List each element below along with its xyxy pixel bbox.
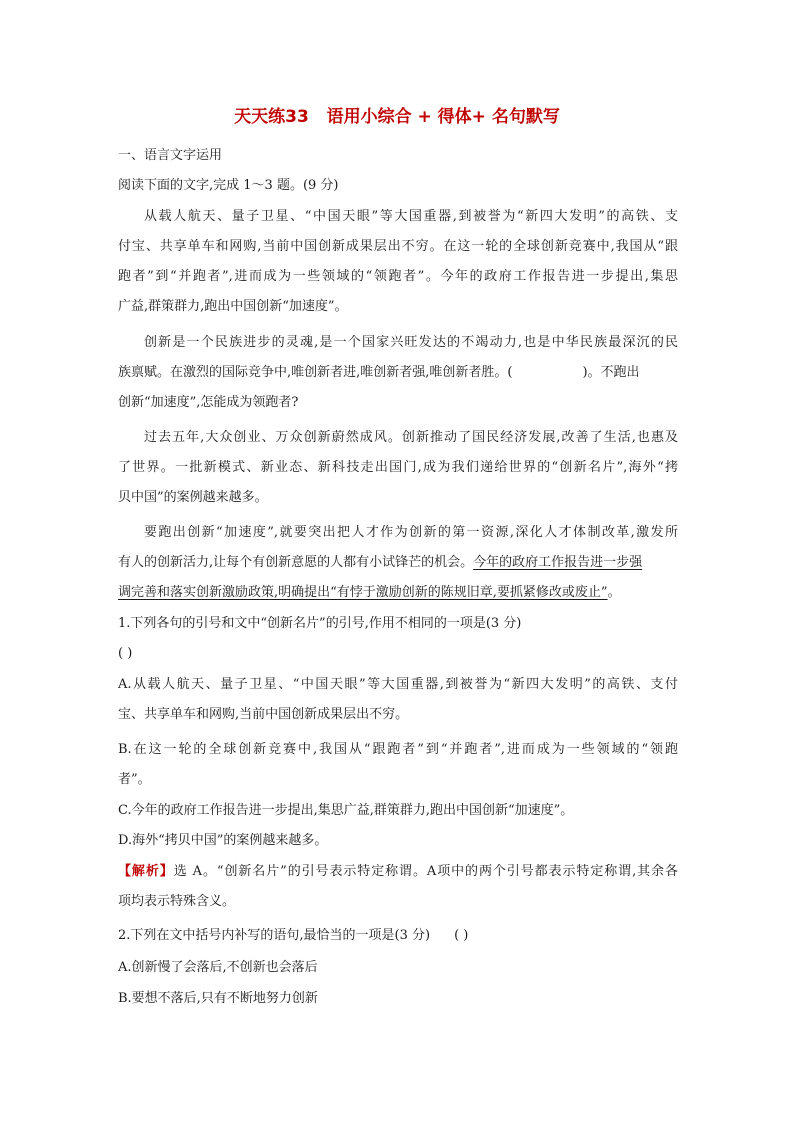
p4-line-2-text: 有人的创新活力,让每个有创新意愿的人都有小试锋芒的机会。 bbox=[118, 555, 474, 570]
q1-option-b-line-2: 者”。 bbox=[118, 772, 151, 787]
q1-answer-blank: ( ) bbox=[118, 646, 133, 661]
q2-answer-blank: ( ) bbox=[454, 928, 469, 943]
q1-analysis-line-1 bbox=[118, 862, 678, 882]
p1-line-4: 广益,群策群力,跑出中国创新“加速度”。 bbox=[118, 299, 348, 314]
instructions: 阅读下面的文字,完成 1～3 题。(9 分) bbox=[118, 178, 339, 193]
p3-line-1: 过去五年,大众创业、万众创新蔚然成风。创新推动了国民经济发展,改善了生活,也惠及 bbox=[144, 430, 678, 445]
q1-option-b-line-1: B.在这一轮的全球创新竞赛中,我国从“跟跑者”到“并跑者”,进而成为一些领域的“领跑 bbox=[118, 742, 678, 757]
p4-line-2 bbox=[118, 553, 678, 573]
p3-line-3: 贝中国”的案例越来越多。 bbox=[118, 490, 268, 505]
q2-option-a: A.创新慢了会落后,不创新也会落后 bbox=[118, 960, 318, 975]
p1-line-3: 跑者”到“并跑者”,进而成为一些领域的“领跑者”。今年的政府工作报告进一步提出,集思 bbox=[118, 269, 678, 284]
p1-line-2: 付宝、共享单车和网购,当前中国创新成果层出不穷。在这一轮的全球创新竞赛中,我国从“跟 bbox=[118, 239, 678, 254]
q1-analysis-line-2: 项均表示特殊含义。 bbox=[118, 894, 236, 909]
q1-option-c: C.今年的政府工作报告进一步提出,集思广益,群策群力,跑出中国创新“加速度”。 bbox=[118, 803, 574, 818]
title-sub: 语用小综合 + 得体+ 名句默写 bbox=[326, 107, 560, 127]
p1-line-1: 从载人航天、量子卫星、“中国天眼”等大国重器,到被誉为“新四大发明”的高铁、支 bbox=[144, 209, 678, 224]
p2-line-2-text: 族禀赋。在激烈的国际竞争中,唯创新者进,唯创新者强,唯创新者胜。( bbox=[118, 365, 513, 380]
section-heading: 一、语言文字运用 bbox=[118, 148, 223, 163]
q2-option-b: B.要想不落后,只有不断地努力创新 bbox=[118, 991, 318, 1006]
p4-line-3 bbox=[118, 583, 678, 603]
title-main: 天天练33 bbox=[234, 107, 309, 127]
p2-line-2-tail: )。不跑出 bbox=[582, 365, 640, 380]
q1-analysis-text: 选 A。“创新名片”的引号表示特定称谓。A项中的两个引号都表示特定称谓,其余各 bbox=[173, 864, 678, 879]
p2-line-2 bbox=[118, 363, 678, 383]
p4-line-3-end: 。 bbox=[607, 585, 621, 600]
analysis-tag: 【解析】 bbox=[118, 864, 174, 879]
q1-option-d: D.海外“拷贝中国”的案例越来越多。 bbox=[118, 833, 328, 848]
p3-line-2: 了世界。一批新模式、新业态、新科技走出国门,成为我们递给世界的“创新名片”,海外“拷 bbox=[118, 460, 678, 475]
p4-underlined-1: 今年的政府工作报告进一步强 bbox=[473, 555, 643, 570]
p4-line-1: 要跑出创新“加速度”,就要突出把人才作为创新的第一资源,深化人才体制改革,激发所 bbox=[144, 525, 678, 540]
q1-option-a-line-2: 宝、共享单车和网购,当前中国创新成果层出不穷。 bbox=[118, 707, 409, 722]
p2-line-3: 创新“加速度”,怎能成为领跑者? bbox=[118, 395, 299, 410]
q2-stem-row bbox=[118, 926, 678, 946]
q1-stem: 1.下列各句的引号和文中“创新名片”的引号,作用不相同的一项是(3 分) bbox=[118, 616, 522, 631]
page-title bbox=[0, 105, 794, 129]
p4-underlined-2: 调完善和落实创新激励政策,明确提出“有悖于激励创新的陈规旧章,要抓紧修改或废止” bbox=[118, 585, 608, 600]
q2-stem: 2.下列在文中括号内补写的语句,最恰当的一项是(3 分) bbox=[118, 928, 431, 943]
p2-line-1: 创新是一个民族进步的灵魂,是一个国家兴旺发达的不竭动力,也是中华民族最深沉的民 bbox=[144, 335, 678, 350]
q1-option-a-line-1: A.从载人航天、量子卫星、“中国天眼”等大国重器,到被誉为“新四大发明”的高铁、支付 bbox=[118, 677, 678, 692]
